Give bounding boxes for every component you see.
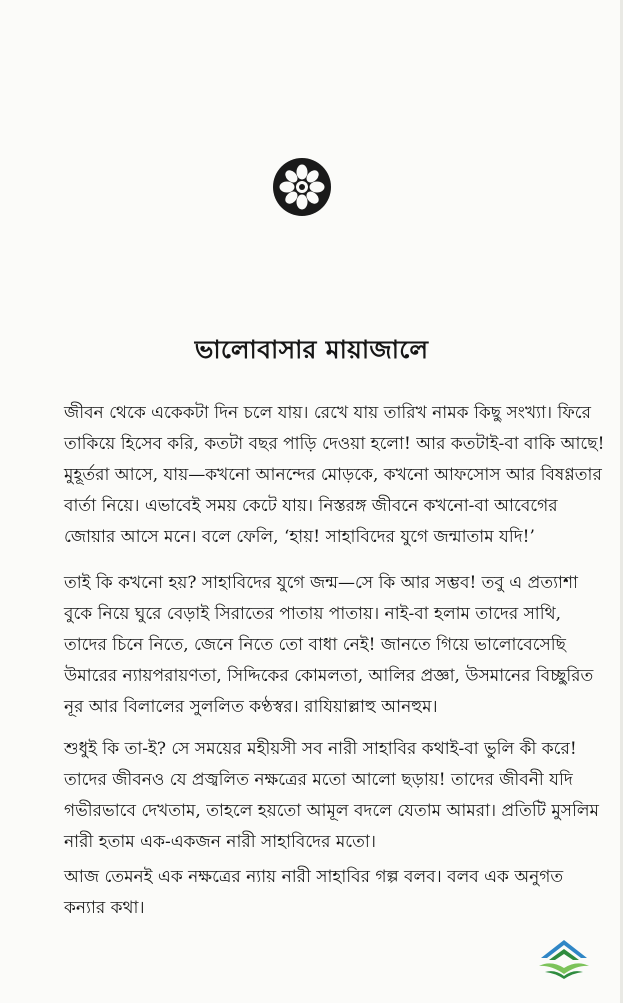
text-line: বার্তা নিয়ে। এভাবেই সময় কেটে যায়। নিস্তরঙ্গ জীবনে কখনো-বা আবেগের: [64, 496, 558, 516]
text-line: বুকে নিয়ে ঘুরে বেড়াই সিরাতের পাতায় পাতায়। নাই-বা হলাম তাদের সাথি,: [64, 604, 562, 624]
text-line: নারী হতাম এক-একজন নারী সাহাবিদের মতো।: [64, 832, 376, 852]
text-line: নূর আর বিলালের সুললিত কণ্ঠস্বর। রাযিয়াল্লাহু আনহুম।: [64, 697, 438, 717]
paragraph-1: [64, 398, 605, 553]
text-line: আজ তেমনই এক নক্ষত্রের ন্যায় নারী সাহাবির গল্প বলব। বলব এক অনুগত: [64, 867, 564, 887]
paragraph-3: [64, 734, 599, 858]
text-line: তাকিয়ে হিসেব করি, কতটা বছর পাড়ি দেওয়া হলো! আর কতটাই-বা বাকি আছে!: [64, 434, 605, 454]
paragraph-2: [64, 568, 594, 723]
text-line: তাদের জীবনও যে প্রজ্বলিত নক্ষত্রের মতো আলো ছড়ায়! তাদের জীবনী যদি: [64, 770, 573, 790]
chapter-title: ভালোবাসার মায়াজালে: [194, 335, 429, 364]
text-line: জীবন থেকে একেকটা দিন চলে যায়। রেখে যায় তারিখ নামক কিছু সংখ্যা। ফিরে: [64, 403, 591, 423]
text-line: উমারের ন্যায়পরায়ণতা, সিদ্দিকের কোমলতা, আলির প্রজ্ঞা, উসমানের বিচ্ছুরিত: [64, 666, 594, 686]
paragraph-4: [64, 862, 564, 924]
text-line: তাদের চিনে নিতে, জেনে নিতে তো বাধা নেই! জানতে গিয়ে ভালোবেসেছি: [64, 635, 566, 655]
text-line: জোয়ার আসে মনে। বলে ফেলি, ‘হায়! সাহাবিদের যুগে জন্মাতাম যদি!’: [64, 527, 535, 547]
text-line: শুধুই কি তা-ই? সে সময়ের মহীয়সী সব নারী সাহাবির কথাই-বা ভুলি কী করে!: [64, 739, 577, 759]
text-line: গভীরভাবে দেখতাম, তাহলে হয়তো আমূল বদলে যেতাম আমরা। প্রতিটি মুসলিম: [64, 801, 599, 821]
text-line: মুহূর্তরা আসে, যায়—কখনো আনন্দের মোড়কে, কখনো আফসোস আর বিষণ্ণতার: [64, 465, 602, 485]
text-line: কন্যার কথা।: [64, 898, 145, 918]
text-line: তাই কি কখনো হয়? সাহাবিদের যুগে জন্ম—সে কি আর সম্ভব! তবু এ প্রত্যাশা: [64, 573, 578, 593]
publisher-logo-icon: [537, 932, 591, 980]
flower-ornament-icon: [270, 155, 334, 219]
